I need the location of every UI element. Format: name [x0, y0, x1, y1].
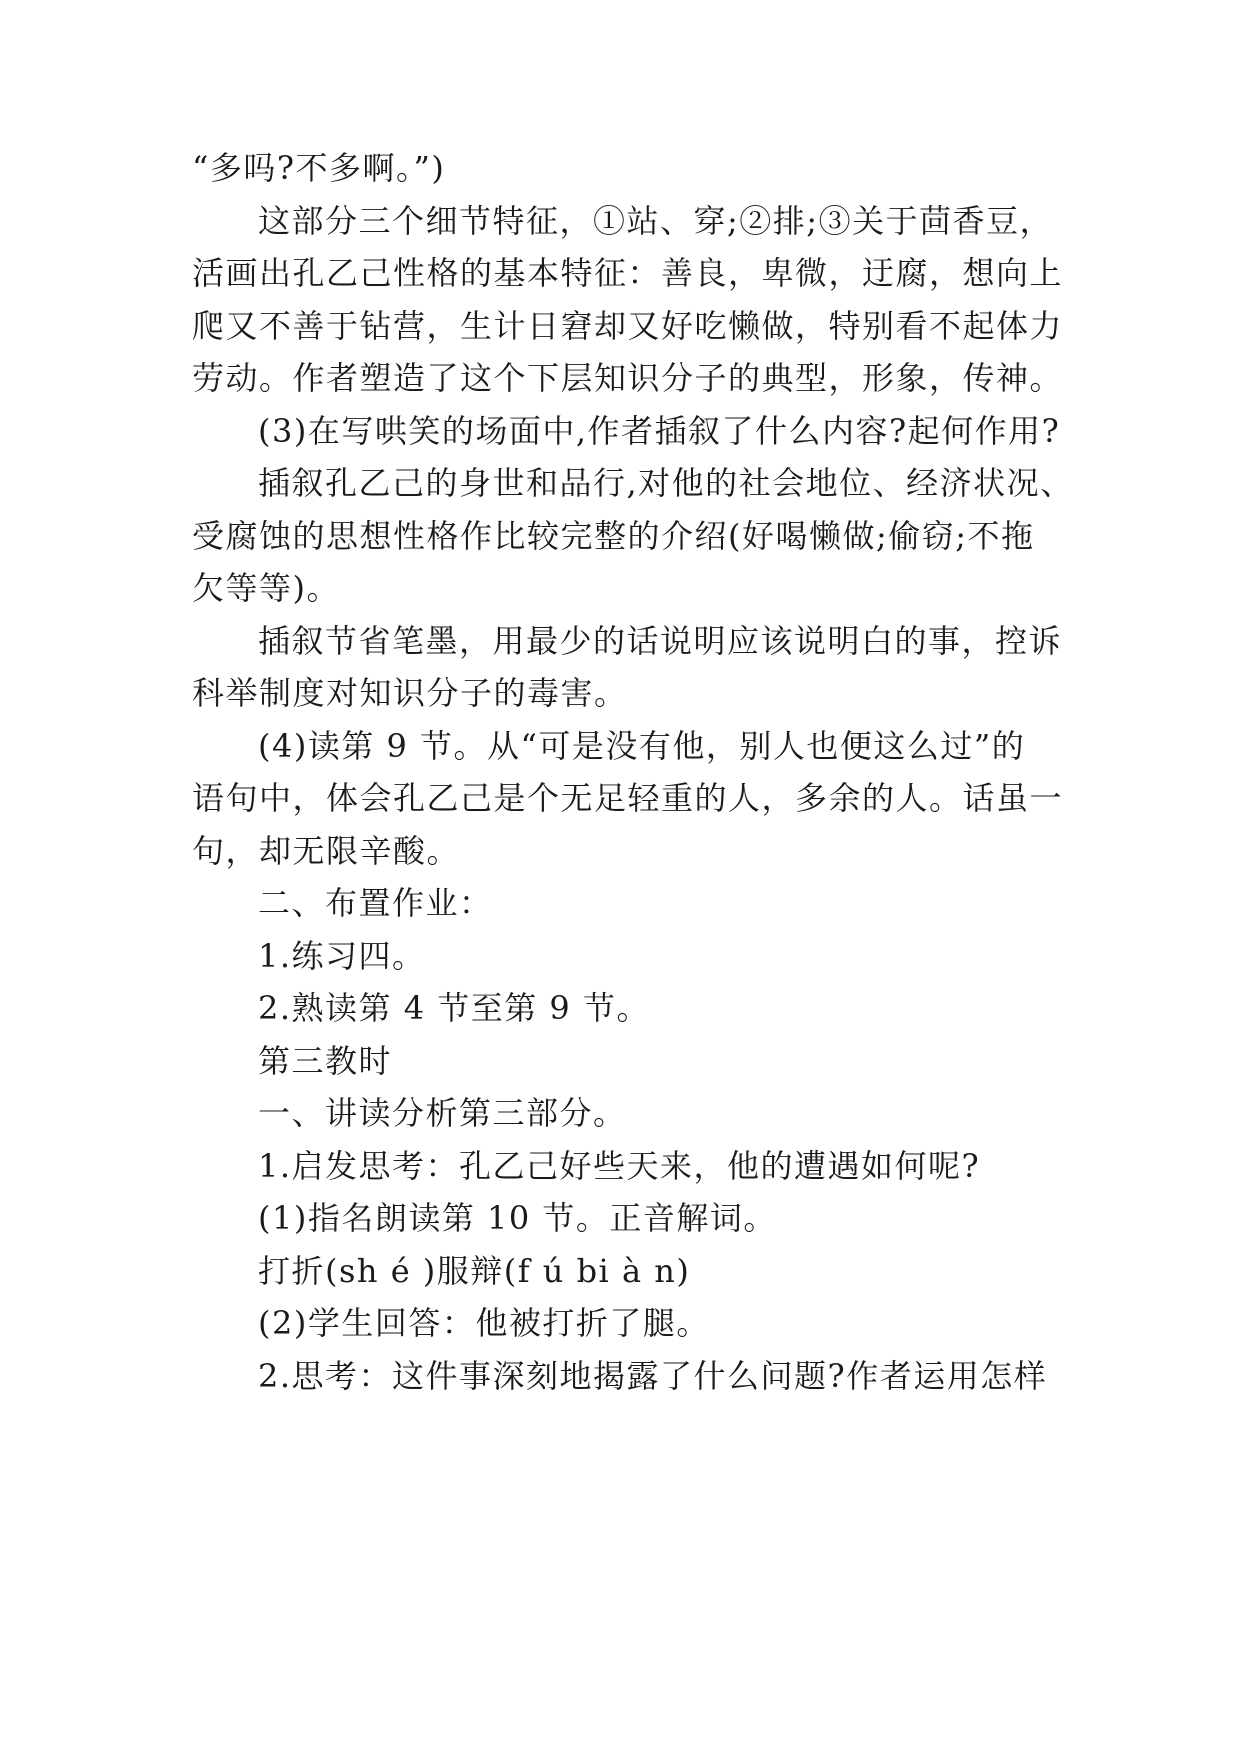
text-line-19: 一、讲读分析第三部分。 — [258, 1094, 627, 1132]
text-line-3: 活画出孔乙己性格的基本特征：善良，卑微，迂腐，想向上 — [192, 254, 1064, 292]
text-line-18: 第三教时 — [258, 1042, 393, 1080]
text-line-12: (4)读第 9 节。从“可是没有他，别人也便这么过”的 — [258, 727, 1026, 765]
text-line-1: “多吗?不多啊。”) — [192, 149, 446, 187]
text-line-17: 2.熟读第 4 节至第 9 节。 — [258, 989, 650, 1027]
text-line-20: 1.启发思考：孔乙己好些天来，他的遭遇如何呢? — [258, 1147, 981, 1185]
text-line-22: 打折(sh é )服辩(f ú bi à n) — [258, 1252, 691, 1290]
text-line-11: 科举制度对知识分子的毒害。 — [192, 674, 628, 712]
text-line-21: (1)指名朗读第 10 节。正音解词。 — [258, 1199, 777, 1237]
text-line-8: 受腐蚀的思想性格作比较完整的介绍(好喝懒做;偷窃;不拖 — [192, 517, 1035, 555]
text-line-15: 二、布置作业： — [258, 884, 493, 922]
text-line-10: 插叙节省笔墨，用最少的话说明应该说明白的事，控诉 — [258, 622, 1063, 660]
text-line-7: 插叙孔乙己的身世和品行,对他的社会地位、经济状况、 — [258, 464, 1074, 502]
text-line-14: 句，却无限辛酸。 — [192, 832, 461, 870]
text-line-2: 这部分三个细节特征，①站、穿;②排;③关于茴香豆， — [258, 202, 1054, 240]
text-line-6: (3)在写哄笑的场面中,作者插叙了什么内容?起何作用? — [258, 412, 1061, 450]
text-line-23: (2)学生回答：他被打折了腿。 — [258, 1304, 710, 1342]
text-line-5: 劳动。作者塑造了这个下层知识分子的典型，形象，传神。 — [192, 359, 1064, 397]
text-line-13: 语句中，体会孔乙己是个无足轻重的人，多余的人。话虽一 — [192, 779, 1064, 817]
text-line-9: 欠等等)。 — [192, 569, 340, 607]
text-line-4: 爬又不善于钻营，生计日窘却又好吃懒做，特别看不起体力 — [192, 307, 1064, 345]
text-line-24: 2.思考：这件事深刻地揭露了什么问题?作者运用怎样 — [258, 1357, 1048, 1395]
text-line-16: 1.练习四。 — [258, 937, 426, 975]
